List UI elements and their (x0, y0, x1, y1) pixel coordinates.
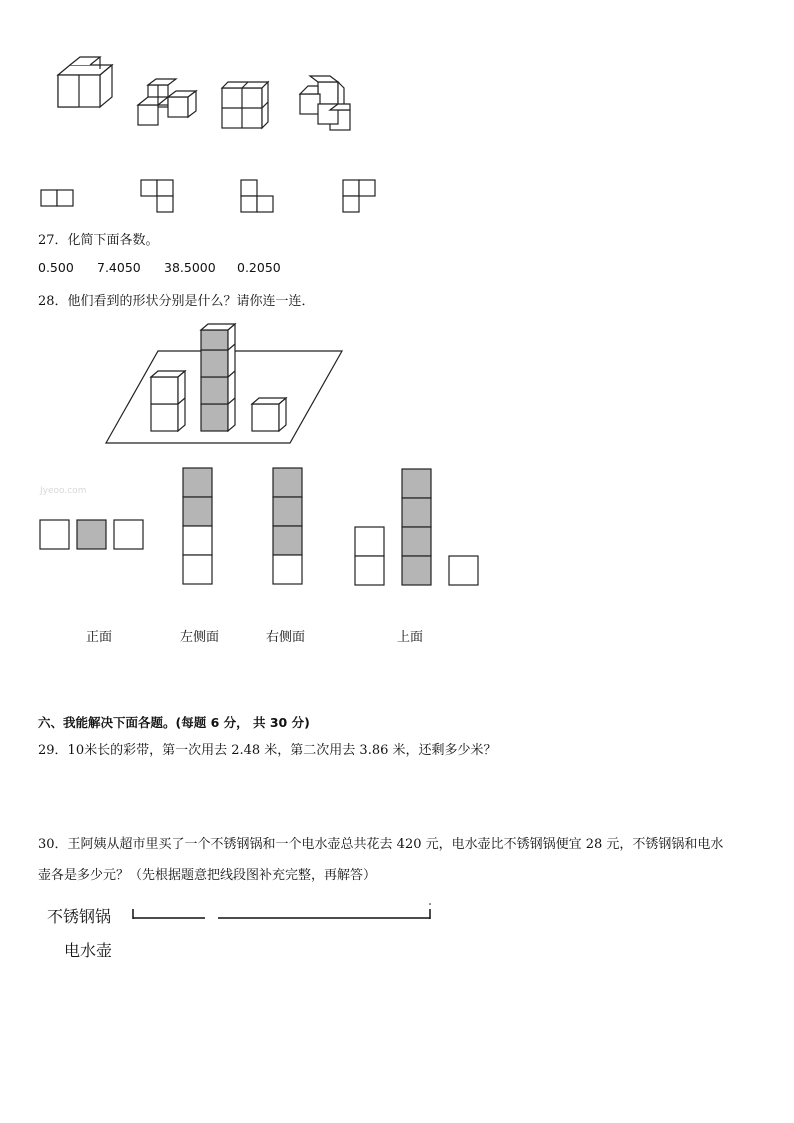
flat-view-1 (41, 190, 73, 206)
view-option-4 (355, 469, 478, 585)
flat-views-row (0, 176, 794, 216)
flat-view-3 (241, 180, 273, 212)
q27-number-4: 0.2050 (237, 260, 281, 275)
view-label-right: 右侧面 (266, 630, 306, 645)
q28-solid-figure (0, 318, 794, 458)
stack-left (151, 371, 185, 431)
q27-number-2: 7.4050 (97, 260, 141, 275)
watermark: Jyeoo.com (40, 486, 87, 496)
q30-line-2: 壶各是多少元？（先根据题意把线段图补充完整，再解答） (38, 868, 377, 883)
view-option-2 (183, 468, 212, 584)
cube-figure-2 (138, 79, 196, 125)
stack-single (252, 398, 286, 431)
q27-number-3: 38.5000 (164, 260, 216, 275)
cube-figures-3d (0, 0, 794, 140)
cube-figure-1 (58, 57, 112, 107)
cube-figure-4 (300, 76, 350, 130)
view-option-3 (273, 468, 302, 584)
q29-text: 29．10米长的彩带，第一次用去 2.48 米，第二次用去 3.86 米，还剩多少米？ (38, 743, 497, 758)
flat-view-2 (141, 180, 173, 212)
segment-diagram (0, 900, 794, 940)
view-label-front: 正面 (86, 630, 113, 645)
q28-title: 28．他们看到的形状分别是什么？请你连一连． (38, 294, 315, 309)
flat-view-4 (343, 180, 375, 212)
section-heading: 六、我能解决下面各题。(每题 6 分， 共 30 分) (38, 715, 310, 730)
q27-title: 27．化简下面各数。 (38, 233, 159, 248)
stack-tall (201, 324, 235, 431)
view-label-top: 上面 (397, 630, 424, 645)
cube-figure-3 (222, 82, 268, 128)
q30-line-1: 30．王阿姨从超市里买了一个不锈钢锅和一个电水壶总共花去 420 元，电水壶比不锈钢锅便宜 28 元，不锈钢锅和电水 (38, 837, 724, 852)
label-stainless-pot: 不锈钢锅 (47, 907, 112, 926)
label-electric-kettle: 电水壶 (64, 941, 113, 960)
q28-view-options (0, 460, 794, 590)
view-label-left: 左侧面 (180, 630, 220, 645)
view-option-1 (40, 520, 143, 549)
q27-number-1: 0.500 (38, 260, 74, 275)
